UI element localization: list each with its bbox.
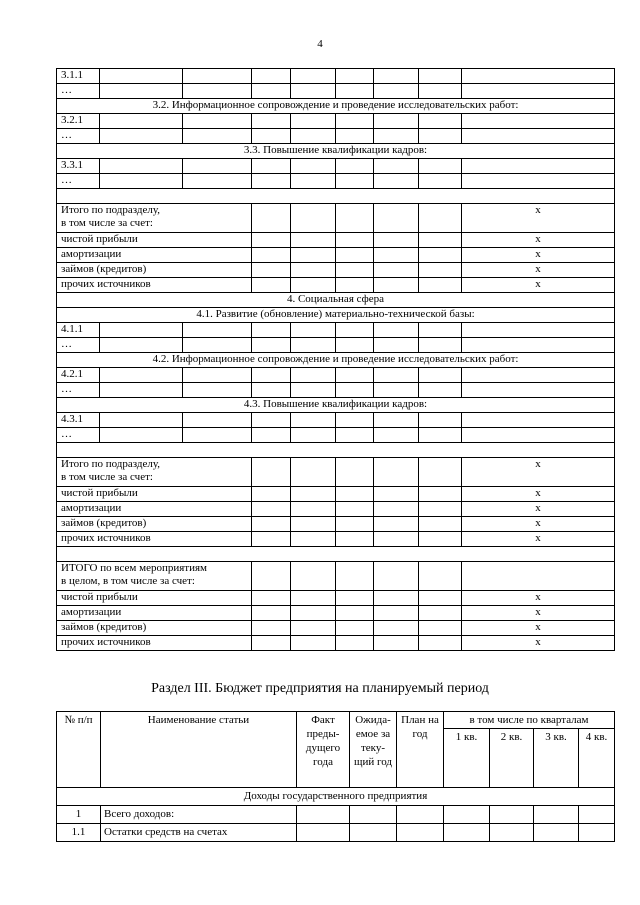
row-label: займов (кредитов)	[57, 263, 252, 278]
table-row	[57, 383, 615, 398]
row-label: займов (кредитов)	[57, 517, 252, 532]
column-header: 2 кв.	[490, 729, 534, 788]
column-header: 3 кв.	[534, 729, 579, 788]
column-header: Наименование статьи	[101, 712, 297, 788]
budget-table	[56, 711, 615, 842]
row-label: прочих источников	[57, 532, 252, 547]
table-row: амортизации x	[57, 248, 615, 263]
table-row: чистой прибыли x	[57, 591, 615, 606]
ellipsis: …	[57, 84, 100, 99]
subsection-heading: 4.1. Развитие (обновление) материально-технической базы:	[57, 308, 615, 323]
row-label: Всего доходов:	[101, 806, 297, 824]
table-row	[57, 562, 615, 591]
row-number: 3.3.1	[57, 159, 100, 174]
spacer-row	[57, 189, 615, 204]
row-label: амортизации	[57, 606, 252, 621]
section-title: Раздел III. Бюджет предприятия на планируемый период	[151, 681, 489, 696]
section-header	[57, 788, 615, 806]
row-label: амортизации	[57, 502, 252, 517]
ellipsis: …	[57, 129, 100, 144]
table-row	[57, 413, 615, 428]
section-header	[57, 99, 615, 114]
row-number: 3.1.1	[57, 69, 100, 84]
table-row	[57, 824, 615, 842]
column-header: Факт преды-дущего года	[297, 712, 350, 788]
column-header: № п/п	[57, 712, 101, 788]
section-header	[57, 398, 615, 413]
table-row: займов (кредитов) x	[57, 263, 615, 278]
section-header	[57, 308, 615, 323]
table-row	[57, 69, 615, 84]
ellipsis: …	[57, 174, 100, 189]
table-row	[57, 129, 615, 144]
row-label: прочих источников	[57, 636, 252, 651]
section-header	[57, 353, 615, 368]
table-row: займов (кредитов) x	[57, 621, 615, 636]
subsection-heading: 3.2. Информационное сопровождение и проведение исследовательских работ:	[57, 99, 615, 114]
table-row: Итого по подразделу, в том числе за счет: x	[57, 458, 615, 487]
table-row	[57, 84, 615, 99]
row-label: Остатки средств на счетах	[101, 824, 297, 842]
table-row: прочих источников x	[57, 532, 615, 547]
row-number: 4.2.1	[57, 368, 100, 383]
table-row: займов (кредитов) x	[57, 517, 615, 532]
page-number: 4	[317, 38, 323, 50]
table-row	[57, 338, 615, 353]
spacer-row	[57, 443, 615, 458]
x-mark: x	[462, 204, 615, 233]
table-row: амортизации x	[57, 606, 615, 621]
table-row	[57, 428, 615, 443]
row-number: 1.1	[57, 824, 101, 842]
row-number: 4.3.1	[57, 413, 100, 428]
column-header: 1 кв.	[444, 729, 490, 788]
row-number: 4.1.1	[57, 323, 100, 338]
row-label: прочих источников	[57, 278, 252, 293]
row-label: чистой прибыли	[57, 591, 252, 606]
row-label: амортизации	[57, 248, 252, 263]
ellipsis: …	[57, 338, 100, 353]
subsection-heading: 4.3. Повышение квалификации кадров:	[57, 398, 615, 413]
column-header: 4 кв.	[579, 729, 615, 788]
row-label: чистой прибыли	[57, 233, 252, 248]
ellipsis: …	[57, 383, 100, 398]
subsection-heading: 3.3. Повышение квалификации кадров:	[57, 144, 615, 159]
subsection-heading: 4.2. Информационное сопровождение и проведение исследовательских работ:	[57, 353, 615, 368]
spacer-row	[57, 547, 615, 562]
table-row	[57, 806, 615, 824]
row-label: чистой прибыли	[57, 487, 252, 502]
column-header: План на год	[397, 712, 444, 788]
subtotal-label: Итого по подразделу, в том числе за счет:	[57, 458, 252, 487]
table-row: амортизации x	[57, 502, 615, 517]
table-row	[57, 159, 615, 174]
row-number: 3.2.1	[57, 114, 100, 129]
subtotal-label: Итого по подразделу, в том числе за счет:	[57, 204, 252, 233]
grand-total-label: ИТОГО по всем мероприятиям в целом, в том числе за счет:	[57, 562, 252, 591]
table-row: чистой прибыли x	[57, 233, 615, 248]
section-heading: Доходы государственного предприятия	[57, 788, 615, 806]
ellipsis: …	[57, 428, 100, 443]
row-label: займов (кредитов)	[57, 621, 252, 636]
column-header: Ожида-емое за теку-щий год	[350, 712, 397, 788]
table-row	[57, 114, 615, 129]
section-header	[57, 144, 615, 159]
table-row: чистой прибыли x	[57, 487, 615, 502]
events-table	[56, 68, 615, 651]
row-number: 1	[57, 806, 101, 824]
section-heading: 4. Социальная сфера	[57, 293, 615, 308]
table-row	[57, 204, 615, 233]
table-row: прочих источников x	[57, 636, 615, 651]
table-row	[57, 323, 615, 338]
section-header	[57, 293, 615, 308]
table-row	[57, 368, 615, 383]
table-row	[57, 174, 615, 189]
table-row: прочих источников x	[57, 278, 615, 293]
column-header: в том числе по кварталам	[444, 712, 615, 729]
